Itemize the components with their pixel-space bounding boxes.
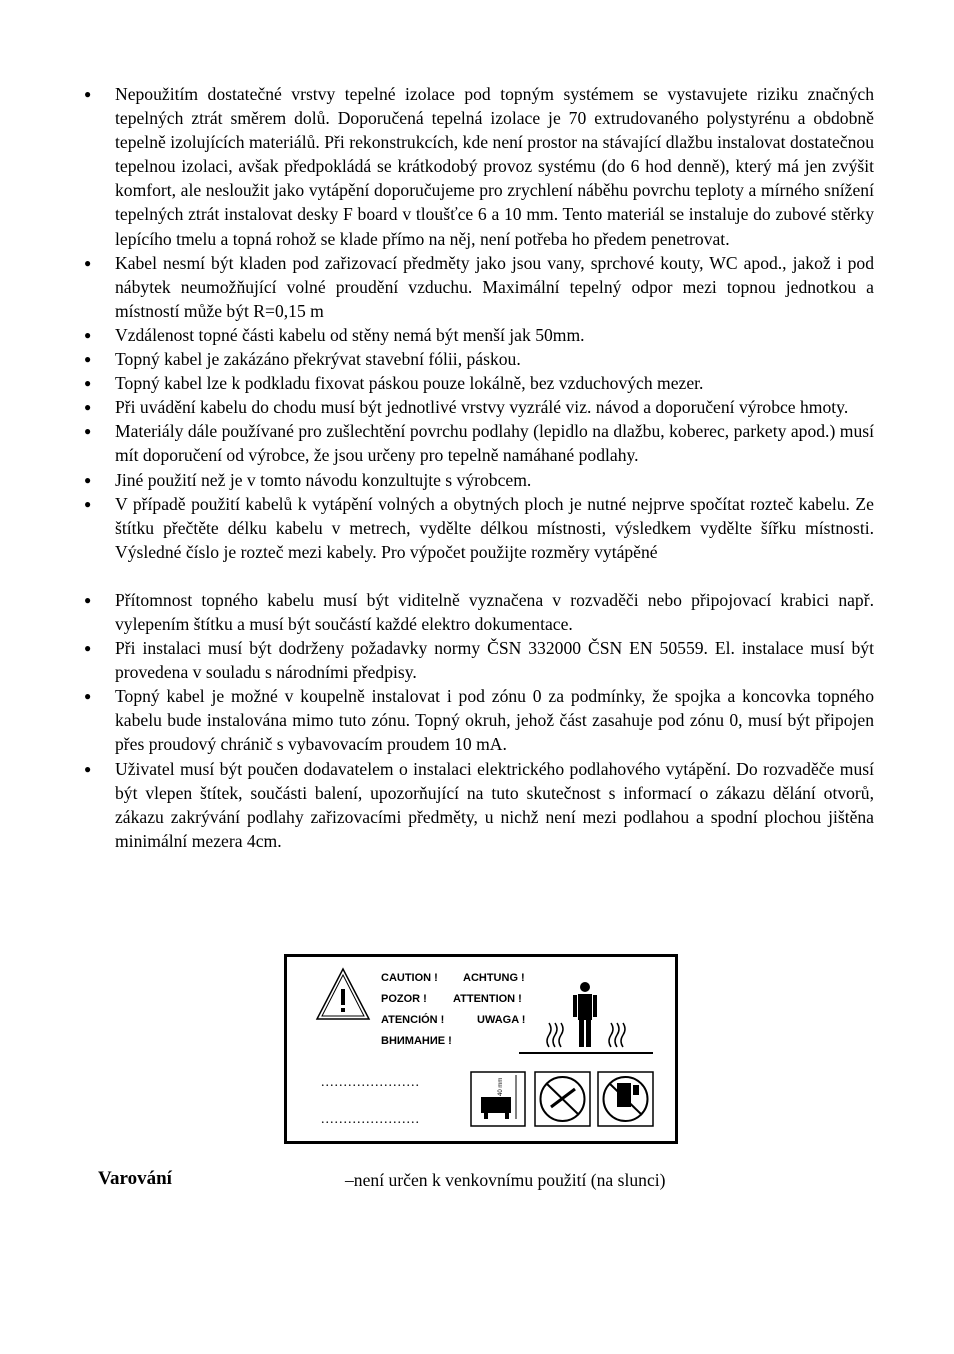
instruction-list <box>84 82 874 853</box>
caution-text: CAUTION ! <box>381 972 438 984</box>
list-item: ● Materiály dále používané pro zušlechtění povrchu podlahy (lepidlo na dlažbu, koberec, parkety apod.) musí mít doporučení od výrobce, že jsou určeny pro tepelně namáhané podlahy. <box>84 421 874 466</box>
person-icon <box>573 982 597 1047</box>
uwaga-text: UWAGA ! <box>477 1014 526 1026</box>
achtung-text: ACHTUNG ! <box>463 972 525 984</box>
warning-label-box <box>284 954 678 1144</box>
no-hammer-icon <box>598 1072 653 1126</box>
attention-text: ATTENTION ! <box>453 993 522 1005</box>
list-item: ● Kabel nesmí být kladen pod zařizovací předměty jako jsou vany, sprchové kouty, WC apod., jakož i pod nábytek neumožňující volné proudění vzduchu. Maximální tepelný odpor mezi topnou jednotkou a místností může být R=0,15 m <box>84 252 874 321</box>
list-item: ● Nepoužitím dostatečné vrstvy tepelné izolace pod topným systémem se vystavujete riziku značných tepelných ztrát směrem dolů. Doporučená tepelná izolace je 70 extrudovaného polystyrénu a obdobně tepelně izolujících materiálů. Při rekonstrukcích, kde není prostor na stávající dlažbu instalovat dostatečnou tepelnou izolaci, avšak předpokládá se krátkodobý provoz systému (do 6 hod denně), který má jen zvýšit komfort, ale nesloužit jako vytápění doporučujeme pro zrychlení náběhu povrchu teploty a mírného snížení tepelných ztrát instalovat desky F board v tloušťce 6 a 10 mm. Tento materiál se instaluje do zubové stěrky lepícího tmelu a topná rohož se klade přímo na něj, není potřeba ho předem penetrovat. <box>84 84 874 249</box>
list-item: ● Uživatel musí být poučen dodavatelem o instalaci elektrického podlahového vytápění. Do rozvaděče musí být vlepen štítek, součásti balení, upozorňující na tuto skutečnost s informací o zákazu dělání otvorů, zákazu zakrývání podlahy zařizovacími předměty, u nichž není mezi podlahou a spodní plochou jištěna minimální mezera 4cm. <box>84 758 874 851</box>
list-item: ● Vzdálenost topné části kabelu od stěny nemá být menší jak 50mm. <box>84 324 585 345</box>
list-item: ● Topný kabel je zakázáno překrývat stavební fólii, páskou. <box>84 349 521 370</box>
warning-triangle-icon <box>317 969 369 1019</box>
vnimanie-text: ВНИМАНИЕ ! <box>381 1035 452 1047</box>
blank-line-1: ...................... <box>321 1075 420 1090</box>
no-drilling-icon <box>535 1072 590 1126</box>
warning-note: –není určen k venkovnímu použití (na slunci) <box>345 1170 666 1190</box>
list-item: ● Při instalaci musí být dodrženy požadavky normy ČSN 332000 ČSN EN 50559. El. instalace musí být provedena v souladu s národními předpisy. <box>84 638 874 683</box>
list-item: ● V případě použití kabelů k vytápění volných a obytných ploch je nutné nejprve spočítat rozteč kabelu. Ze štítku přečtěte délku kabelu v metrech, vydělte délkou místnosti, výsledkem vydělte šířku místnosti. Výsledné číslo je rozteč mezi kabely. Pro výpočet použijte rozměry vytápěné <box>84 493 874 562</box>
list-item: ● Topný kabel je možné v koupelně instalovat i pod zónu 0 za podmínky, že spojka a koncovka topného kabelu bude instalována mimo tuto zónu. Topný okruh, jehož část zasahuje pod zónu 0, musí být připojen přes proudový chránič s vybavovacím proudem 10 mA. <box>84 686 874 755</box>
warning-heading: Varování <box>98 1168 172 1189</box>
list-item: ● Jiné použití než je v tomto návodu konzultujte s výrobcem. <box>84 469 532 490</box>
blank-line-2: ...................... <box>321 1112 420 1127</box>
list-item: ● Při uvádění kabelu do chodu musí být jednotlivé vrstvy vyzrálé viz. návod a doporučení výrobce hmoty. <box>84 397 849 418</box>
pozor-text: POZOR ! <box>381 993 427 1005</box>
list-item: ● Topný kabel lze k podkladu fixovat páskou pouze lokálně, bez vzduchových mezer. <box>84 373 704 394</box>
min-clearance-label: min. 40 mm <box>498 1077 504 1109</box>
atencion-text: ATENCIÓN ! <box>381 1014 445 1026</box>
list-item: ● Přítomnost topného kabelu musí být viditelně vyznačena v rozvaděči nebo připojovací krabici např. vylepením štítku a musí být součástí každé elektro dokumentace. <box>84 589 874 634</box>
list-gap <box>84 564 874 588</box>
